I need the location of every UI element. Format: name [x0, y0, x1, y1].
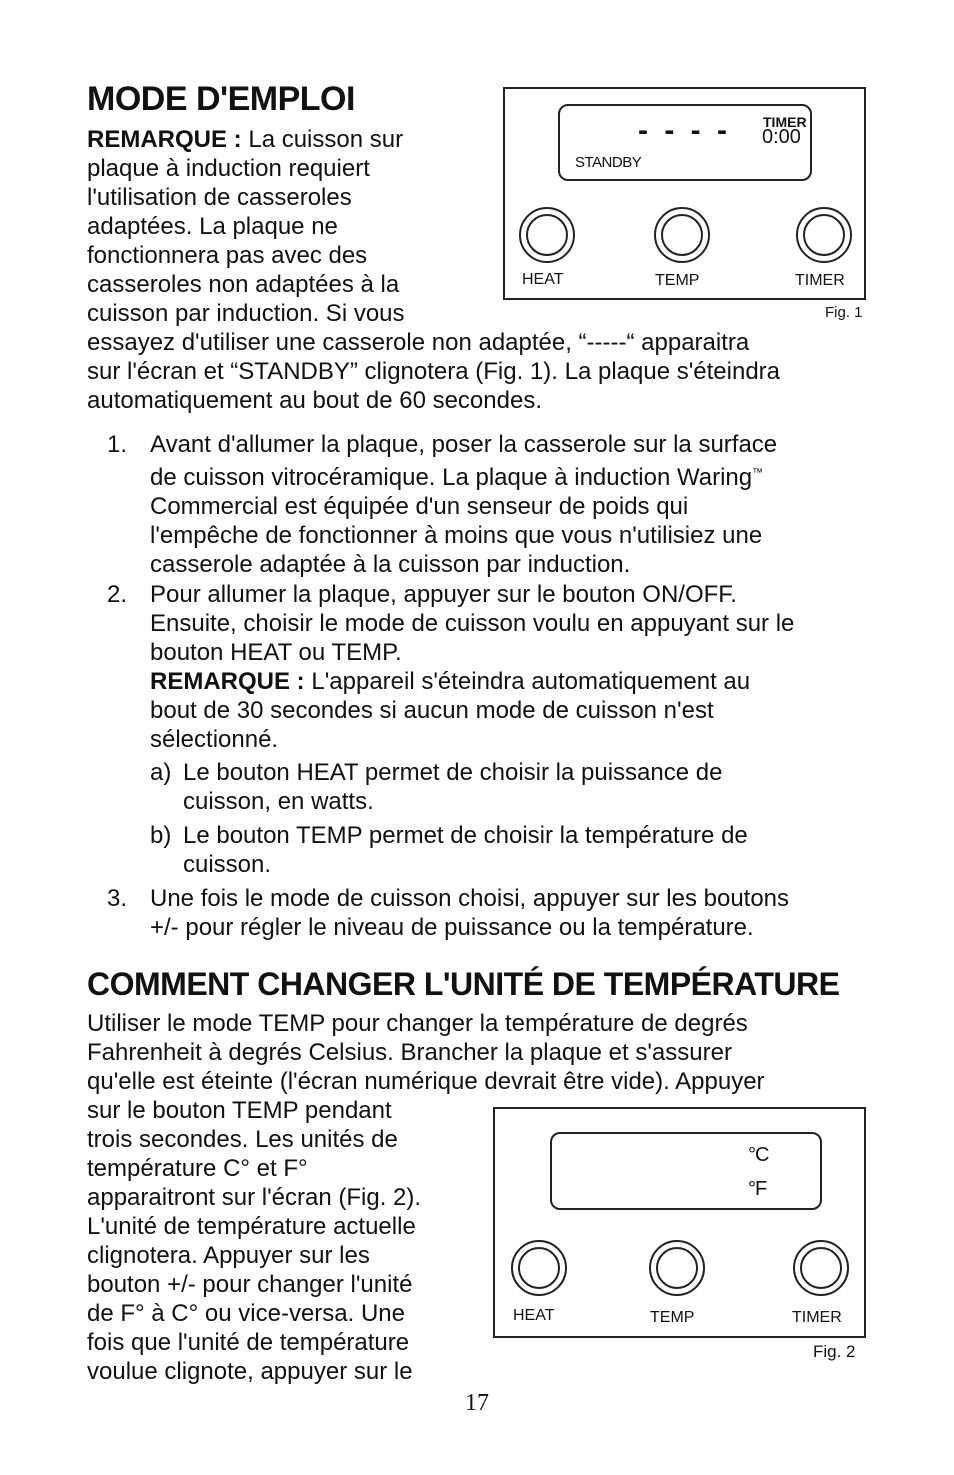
timer-knob — [796, 207, 852, 263]
standby-indicator: STANDBY — [575, 154, 642, 171]
heading-temperature-unit: COMMENT CHANGER L'UNITÉ DE TEMPÉRATURE — [87, 966, 840, 1002]
note-text: L'appareil s'éteindra automatiquement au — [304, 668, 751, 695]
step-3-number: 3. — [107, 885, 128, 912]
display-screen — [558, 104, 812, 181]
section2-line: sur le bouton TEMP pendant — [87, 1097, 392, 1124]
intro-line: cuisson par induction. Si vous — [87, 300, 405, 327]
note-label: REMARQUE : — [150, 668, 305, 695]
step-3-text — [150, 884, 789, 942]
step-line: casserole adaptée à la cuisson par induction. — [150, 551, 631, 578]
step-line: Pour allumer la plaque, appuyer sur le bouton ON/OFF. — [150, 581, 737, 608]
intro-line: l'utilisation de casseroles — [87, 184, 352, 211]
timer-knob — [793, 1240, 849, 1296]
sub-line: Le bouton TEMP permet de choisir la température de — [183, 822, 748, 849]
step-1-number: 1. — [107, 431, 128, 458]
sub-a-letter: a) — [150, 759, 172, 786]
step-1-text — [150, 430, 777, 579]
sub-a-text — [183, 758, 722, 816]
figure-2-control-panel — [493, 1107, 866, 1338]
step-line: Une fois le mode de cuisson choisi, appuyer sur les boutons — [150, 885, 790, 912]
sub-line: cuisson, en watts. — [183, 788, 374, 815]
step-line — [150, 667, 794, 696]
temp-label: TEMP — [650, 1309, 695, 1326]
section2-line: L'unité de température actuelle — [87, 1213, 416, 1240]
section2-line: clignotera. Appuyer sur les — [87, 1242, 370, 1269]
intro-line: fonctionnera pas avec des — [87, 242, 368, 269]
step-line: Commercial est équipée d'un senseur de poids qui — [150, 493, 689, 520]
section2-line: Fahrenheit à degrés Celsius. Brancher la plaque et s'assurer — [87, 1039, 732, 1066]
temp-knob — [649, 1240, 705, 1296]
intro-line: casseroles non adaptées à la — [87, 271, 400, 298]
section2-line: bouton +/- pour changer l'unité — [87, 1271, 413, 1298]
heat-label: HEAT — [513, 1307, 555, 1324]
step-line: Ensuite, choisir le mode de cuisson voulu en appuyant sur le — [150, 610, 795, 637]
timer-label-button: TIMER — [792, 1309, 842, 1326]
intro-line: essayez d'utiliser une casserole non adaptée, “-----“ apparaitra — [87, 329, 750, 356]
celsius-indicator: °C — [748, 1144, 769, 1166]
intro-line: plaque à induction requiert — [87, 155, 370, 182]
step-text: de cuisson vitrocéramique. La plaque à induction Waring — [150, 464, 753, 491]
step-line: l'empêche de fonctionner à moins que vous n'utilisiez une — [150, 522, 763, 549]
step-line: +/- pour régler le niveau de puissance ou la température. — [150, 914, 754, 941]
heading-mode-emploi: MODE D'EMPLOI — [87, 80, 355, 118]
step-2-text — [150, 580, 794, 754]
step-line — [150, 459, 777, 492]
section2-line: apparaitront sur l'écran (Fig. 2). — [87, 1184, 422, 1211]
figure-1-control-panel — [503, 87, 866, 300]
timer-label: TIMER — [763, 114, 807, 130]
page-number: 17 — [465, 1390, 489, 1416]
intro-line: adaptées. La plaque ne — [87, 213, 338, 240]
timer-value: 0:00 — [762, 126, 801, 148]
temp-knob — [654, 207, 710, 263]
heat-label: HEAT — [522, 271, 564, 288]
trademark-symbol: ™ — [752, 467, 764, 479]
step-line: bouton HEAT ou TEMP. — [150, 639, 402, 666]
heat-knob — [519, 207, 575, 263]
section2-line: qu'elle est éteinte (l'écran numérique devrait être vide). Appuyer — [87, 1068, 765, 1095]
fahrenheit-indicator: °F — [748, 1178, 767, 1200]
step-line: bout de 30 secondes si aucun mode de cuisson n'est — [150, 697, 714, 724]
intro-line: sur l'écran et “STANDBY” clignotera (Fig. 1). La plaque s'éteindra — [87, 358, 781, 385]
temp-label: TEMP — [655, 272, 700, 289]
section2-line: voulue clignote, appuyer sur le — [87, 1358, 413, 1385]
section2-line: fois que l'unité de température — [87, 1329, 410, 1356]
section2-line: Utiliser le mode TEMP pour changer la température de degrés — [87, 1010, 748, 1037]
display-screen — [550, 1132, 822, 1210]
step-line: sélectionné. — [150, 726, 279, 753]
figure-1-caption: Fig. 1 — [825, 304, 863, 321]
sub-b-letter: b) — [150, 822, 172, 849]
step-2-number: 2. — [107, 581, 128, 608]
section2-line: température C° et F° — [87, 1155, 308, 1182]
sub-line: Le bouton HEAT permet de choisir la puissance de — [183, 759, 723, 786]
dashes-readout: - - - - — [638, 114, 731, 147]
figure-2-caption: Fig. 2 — [813, 1342, 856, 1361]
step-line: Avant d'allumer la plaque, poser la casserole sur la surface — [150, 431, 778, 458]
section2-line: de F° à C° ou vice-versa. Une — [87, 1300, 405, 1327]
timer-label-button: TIMER — [795, 272, 845, 289]
note-label: REMARQUE : — [87, 126, 242, 153]
sub-line: cuisson. — [183, 851, 272, 878]
section2-line: trois secondes. Les unités de — [87, 1126, 398, 1153]
sub-b-text — [183, 821, 748, 879]
intro-text: La cuisson sur — [241, 126, 404, 153]
intro-line: automatiquement au bout de 60 secondes. — [87, 387, 542, 414]
heat-knob — [511, 1240, 567, 1296]
